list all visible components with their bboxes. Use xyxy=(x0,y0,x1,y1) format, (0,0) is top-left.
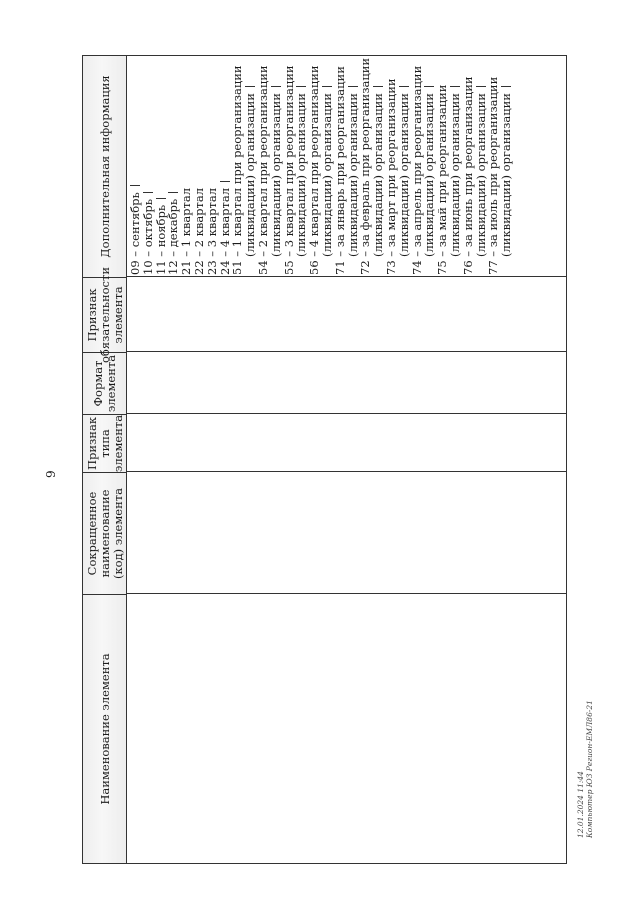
list-item: (ликвидации) организации xyxy=(423,57,436,275)
column-divider xyxy=(127,471,566,472)
list-item: (ликвидации) организации xyxy=(372,57,385,275)
header-short-code: Сокращенное наименование (код) элемента xyxy=(83,472,127,594)
column-divider xyxy=(127,351,566,352)
column-divider xyxy=(127,413,566,414)
list-item: (ликвидации) организации xyxy=(449,57,462,275)
list-item: 74 – за апрель при реорганизации xyxy=(409,65,424,275)
header-additional-info: Дополнительная информация xyxy=(97,75,112,258)
list-item: (ликвидации) организации xyxy=(347,57,360,275)
table-header-row xyxy=(83,56,127,863)
list-item: (ликвидации) организации xyxy=(398,57,411,275)
header-element-format: Формат элемента xyxy=(83,352,127,414)
list-item: 09 – сентябрь xyxy=(129,57,142,275)
list-item: 11 – ноябрь xyxy=(155,57,168,275)
list-item: (ликвидации) организации xyxy=(270,57,283,275)
list-item: 55 – 3 квартал при реорганизации xyxy=(281,65,296,275)
additional-info-list xyxy=(129,57,513,275)
list-item: 73 – за март при реорганизации xyxy=(383,78,398,275)
list-item: 10 – октябрь xyxy=(142,57,155,275)
list-item: 21 – 1 квартал xyxy=(179,187,194,275)
header-obligation: Признак обязательности элемента xyxy=(83,277,127,352)
column-divider xyxy=(127,593,566,594)
list-item: 72 – за февраль при реорганизации xyxy=(358,57,373,275)
header-element-name: Наименование элемента xyxy=(83,594,127,863)
list-item: 23 – 3 квартал xyxy=(204,187,219,275)
list-item: 56 – 4 квартал при реорганизации xyxy=(307,65,322,275)
list-item: 51 – 1 квартал при реорганизации xyxy=(230,65,245,275)
footer-timestamp: 12.01.2024 11:44 xyxy=(576,771,585,838)
header-element-type: Признак типа элемента xyxy=(83,414,127,472)
list-item: 77 – за июль при реорганизации xyxy=(486,76,501,275)
list-item: (ликвидации) организации xyxy=(295,57,308,275)
footer-stamp xyxy=(576,700,594,838)
list-item: (ликвидации) организации xyxy=(244,57,257,275)
list-item: 12 – декабрь xyxy=(167,57,180,275)
list-item: 71 – за январь при реорганизации xyxy=(332,66,347,275)
page-number: 9 xyxy=(44,470,58,478)
list-item: (ликвидации) организации xyxy=(475,57,488,275)
list-item: 24 – 4 квартал xyxy=(219,57,232,275)
list-item: 75 – за май при реорганизации xyxy=(435,84,450,275)
footer-computer-id: Компьютер ЮЗ Регион-ЕМЛ86-21 xyxy=(585,700,594,838)
list-item: 22 – 2 квартал xyxy=(191,187,206,275)
list-item: (ликвидации) организации xyxy=(321,57,334,275)
data-table xyxy=(82,55,567,864)
list-item: (ликвидации) организации xyxy=(500,57,513,275)
list-item: 54 – 2 квартал при реорганизации xyxy=(255,65,270,275)
list-item: 76 – за июнь при реорганизации xyxy=(460,76,475,275)
column-divider xyxy=(127,276,566,277)
